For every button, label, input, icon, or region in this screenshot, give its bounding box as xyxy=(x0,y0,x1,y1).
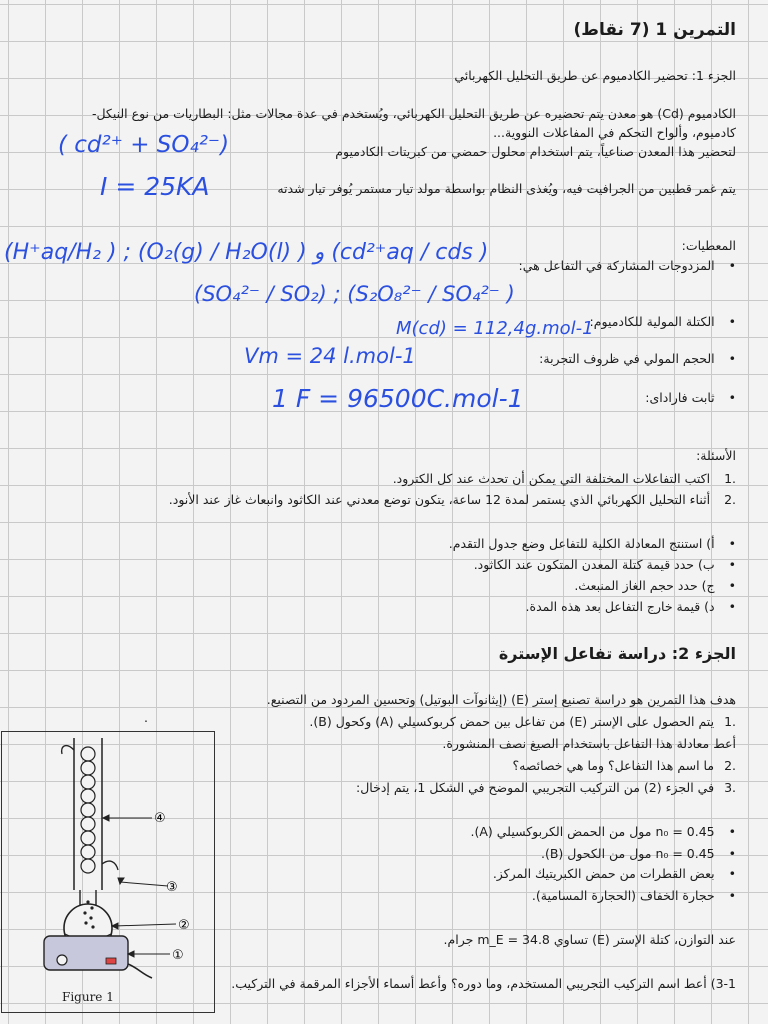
questions-heading: الأسئلة: xyxy=(696,448,736,463)
intro-line-3: لتحضير هذا المعدن صناعياً، يتم استخدام محلول حمضي من كبريتات الكادميوم xyxy=(335,144,736,159)
part2-question-3: .3في الجزء (2) من التركيب التجريبي الموضح في الشكل 1، يتم إدخال: xyxy=(356,780,736,795)
exercise-title: التمرين 1 (7 نقاط) xyxy=(573,20,736,40)
handwritten-cdso4: ( cd²⁺ + SO₄²⁻) xyxy=(58,132,230,158)
label-1: ① xyxy=(172,948,184,963)
bullet: • xyxy=(728,314,736,329)
data-item-molar-volume xyxy=(539,351,736,367)
stray-dot: . xyxy=(144,710,148,725)
reflux-apparatus-diagram xyxy=(2,732,214,1012)
question-2c: •ج) حدد حجم الغاز المنبعث. xyxy=(574,578,736,593)
data-item-couples xyxy=(519,258,736,274)
question-number: .1 xyxy=(724,471,736,486)
data-heading: المعطيات: xyxy=(681,238,736,253)
intro-line-2: كادميوم، وألواح التحكم في المفاعلات النووية... xyxy=(493,125,736,140)
question-1: .1 اكتب التفاعلات المختلفة التي يمكن أن تحدث عند كل الكترود. xyxy=(392,471,736,486)
intro-line-4: يتم غمر قطبين من الجرافيت فيه، ويُغذى النظام بواسطة مولد تيار مستمر يُوفر تيار شدته xyxy=(277,181,736,196)
part2-item-4: •حجارة الخفاف (الحجارة المسامية). xyxy=(531,888,736,903)
label-3: ③ xyxy=(166,880,178,895)
question-2b: •ب) حدد قيمة كتلة المعدن المتكون عند الكاثود. xyxy=(473,557,736,572)
part1-heading: الجزء 1: تحضير الكادميوم عن طريق التحليل الكهربائي xyxy=(454,68,736,83)
handwritten-couples-2: (SO₄²⁻ / SO₂) ; (S₂O₈²⁻ / SO₄²⁻ ) xyxy=(194,282,515,306)
handwritten-molar-mass: M(cd) = 112,4g.mol-1 xyxy=(396,318,594,339)
figure-caption: Figure 1 xyxy=(62,990,114,1004)
handwritten-current: I = 25KA xyxy=(100,172,210,201)
part2-item-1: •n₀ = 0.45 مول من الحمض الكربوكسيلي (A). xyxy=(470,824,736,839)
handwritten-couples-1: (H⁺aq/H₂ ) ; (O₂(g) / H₂O(l) ) و (cd²⁺aq / cds ) xyxy=(4,240,489,265)
question-2a: •أ) استنتج المعادلة الكلية للتفاعل وضع جدول التقدم. xyxy=(448,536,736,551)
part2-question-3-1: 3-1) أعط اسم التركيب التجريبي المستخدم، وما دوره؟ وأعط أسماء الأجزاء المرقمة في التركيب. xyxy=(231,976,736,991)
part2-item-3: •بعض القطرات من حمض الكبريتيك المركز. xyxy=(492,866,736,881)
part2-equilibrium: عند التوازن، كتلة الإستر (E) تساوي m_E = 34.8 جرام. xyxy=(443,932,736,947)
question-number: .2 xyxy=(724,492,736,507)
figure-1 xyxy=(1,731,215,1013)
part2-question-2: .2ما اسم هذا التفاعل؟ وما هي خصائصه؟ xyxy=(512,758,736,773)
data-item-faraday xyxy=(645,390,736,406)
part2-heading: الجزء 2: دراسة تفاعل الإسترة xyxy=(498,644,736,663)
bullet: • xyxy=(728,390,736,405)
molar-mass-label: الكتلة المولية للكادميوم: xyxy=(589,314,715,329)
question-2: .2 أثناء التحليل الكهربائي الذي يستمر لمدة 12 ساعة، يتكون توضع معدني عند الكاثود وانبعاث غاز عند الأنود. xyxy=(168,492,736,507)
data-item-molar-mass xyxy=(590,314,736,330)
bullet: • xyxy=(728,351,736,366)
part2-item-2: •n₀ = 0.45 مول من الكحول (B). xyxy=(540,846,736,861)
handwritten-faraday: 1 F = 96500C.mol-1 xyxy=(272,384,524,413)
label-4: ④ xyxy=(154,811,166,826)
molar-volume-label: الحجم المولي في ظروف التجربة: xyxy=(539,351,715,366)
part2-question-1: .1يتم الحصول على الإستر (E) من تفاعل بين حمض كربوكسيلي (A) وكحول (B). xyxy=(309,714,736,729)
faraday-label: ثابت فارادای: xyxy=(645,390,715,405)
bullet: • xyxy=(728,258,736,273)
label-2: ② xyxy=(178,918,190,933)
handwritten-molar-volume: Vm = 24 l.mol-1 xyxy=(244,344,416,368)
part2-intro: هدف هذا التمرين هو دراسة تصنيع إستر (E) (إيثانوآت البوتيل) وتحسين المردود من التصنيع. xyxy=(266,692,736,707)
question-2d: •د) قيمة خارج التفاعل بعد هذه المدة. xyxy=(525,599,736,614)
intro-line-1: الكادميوم (Cd) هو معدن يتم تحضيره عن طريق التحليل الكهربائي، ويُستخدم في عدة مجالات مثل: البطاريات من نوع النيكل- xyxy=(91,106,736,121)
couples-label: المزدوجات المشاركة في التفاعل هي: xyxy=(518,258,715,273)
part2-question-1b: أعط معادلة هذا التفاعل باستخدام الصيغ نصف المنشورة. xyxy=(442,736,736,751)
